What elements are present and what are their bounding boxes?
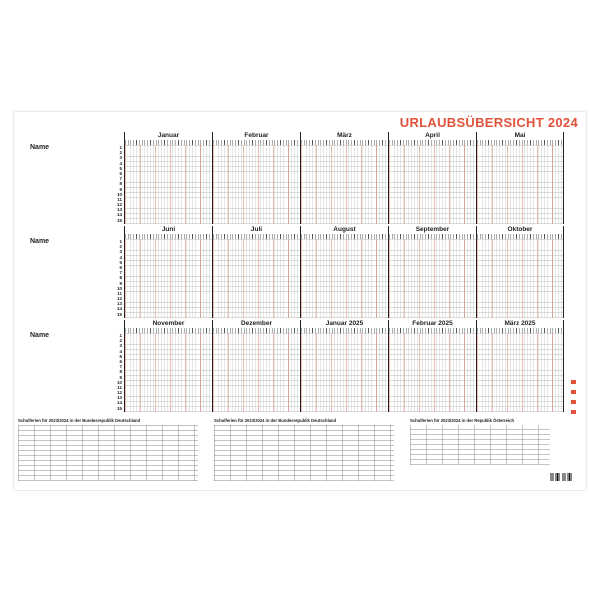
name-label: Name [30,332,50,339]
legend-marker [571,400,576,404]
calendar-sheet [14,112,586,490]
row-number: 10 [116,379,122,385]
month-grid[interactable] [477,333,563,412]
month-grid[interactable] [125,239,212,318]
holiday-table-title: Schulferien für 2023/2024 in der Bundesrepublik Deutschland [18,418,141,423]
month-grid[interactable] [477,145,563,224]
row-numbers [110,145,122,223]
row-number: 13 [116,301,122,307]
month-grid[interactable] [389,239,476,318]
row-number: 15 [116,217,122,223]
row-number: 12 [116,296,122,302]
month-name: Februar 2025 [412,320,453,327]
row-number: 11 [117,290,122,296]
row-number: 13 [116,207,122,213]
row-number: 14 [116,212,122,218]
month-column [300,320,388,412]
month-column [300,132,388,224]
row-number: 6 [119,170,122,176]
month-column [212,226,300,318]
row-number: 7 [119,270,122,276]
month-column [388,320,476,412]
holiday-table-germany-1 [18,418,198,486]
month-grid[interactable] [477,239,563,318]
row-number: 1 [119,239,122,244]
row-number: 14 [116,400,122,406]
page-title: URLAUBSÜBERSICHT 2024 [399,115,578,130]
row-number: 13 [116,395,122,401]
row-number: 4 [119,348,122,354]
row-number: 7 [119,176,122,182]
month-column [212,132,300,224]
row-number: 8 [119,181,122,187]
row-number: 7 [119,364,122,370]
row-number: 5 [119,353,122,359]
holiday-table-grid [214,425,394,481]
month-name: August [333,226,356,233]
month-grid[interactable] [213,239,300,318]
month-name: März 2025 [504,320,536,327]
row-number: 5 [119,259,122,265]
row-number: 9 [119,186,122,192]
month-name: September [415,226,450,233]
legend-marker [571,410,576,414]
month-grid[interactable] [301,333,388,412]
month-column [124,132,212,224]
row-number: 10 [116,285,122,291]
holiday-table-title: Schulferien für 2023/2024 in der Bundesrepublik Deutschland [214,418,337,423]
month-grid[interactable] [213,333,300,412]
month-block-1 [18,132,558,224]
month-column [388,226,476,318]
month-column [388,132,476,224]
month-column [476,320,564,412]
row-number: 4 [119,254,122,260]
row-number: 11 [117,384,122,390]
row-number: 11 [117,196,122,202]
month-column [300,226,388,318]
barcode [550,473,572,481]
month-column [476,132,564,224]
month-grid[interactable] [389,333,476,412]
legend-markers [571,380,576,420]
row-number: 5 [119,165,122,171]
month-grid[interactable] [125,333,212,412]
row-number: 15 [116,405,122,411]
month-name: Januar [157,132,180,139]
holiday-table-grid [18,425,198,481]
legend-marker [571,390,576,394]
row-number: 2 [119,338,122,344]
school-holidays-section [18,418,582,486]
row-numbers [110,239,122,317]
month-column [212,320,300,412]
row-number: 2 [119,150,122,156]
row-number: 6 [119,358,122,364]
month-column [476,226,564,318]
legend-marker [571,380,576,384]
name-label: Name [30,238,50,245]
month-name: Oktober [507,226,533,233]
holiday-table-germany-2 [214,418,394,486]
holiday-table-grid [410,425,550,465]
row-number: 6 [119,264,122,270]
month-name: Dezember [240,320,273,327]
month-name: Januar 2025 [325,320,364,327]
row-number: 1 [119,333,122,338]
row-number: 2 [119,244,122,250]
month-column [124,320,212,412]
row-number: 12 [116,390,122,396]
row-number: 8 [119,275,122,281]
row-number: 9 [119,374,122,380]
month-grid[interactable] [301,145,388,224]
month-grid[interactable] [213,145,300,224]
month-block-3 [18,320,558,412]
month-grid[interactable] [125,145,212,224]
row-number: 1 [119,145,122,150]
month-block-2 [18,226,558,318]
row-number: 9 [119,280,122,286]
row-number: 3 [119,249,122,255]
month-name: November [152,320,185,327]
row-number: 3 [119,343,122,349]
month-name: April [425,132,440,139]
month-name: Februar [244,132,269,139]
name-label: Name [30,144,50,151]
row-number: 15 [116,311,122,317]
month-name: Mai [514,132,526,139]
month-name: März [337,132,352,139]
month-name: Juli [250,226,263,233]
holiday-table-austria [410,418,550,486]
month-grid[interactable] [301,239,388,318]
row-number: 10 [116,191,122,197]
month-name: Juni [161,226,176,233]
row-numbers [110,333,122,411]
row-number: 4 [119,160,122,166]
row-number: 3 [119,155,122,161]
month-column [124,226,212,318]
row-number: 8 [119,369,122,375]
holiday-table-title: Schulferien für 2023/2024 in der Republik Österreich [410,418,515,423]
row-number: 12 [116,202,122,208]
row-number: 14 [116,306,122,312]
month-grid[interactable] [389,145,476,224]
